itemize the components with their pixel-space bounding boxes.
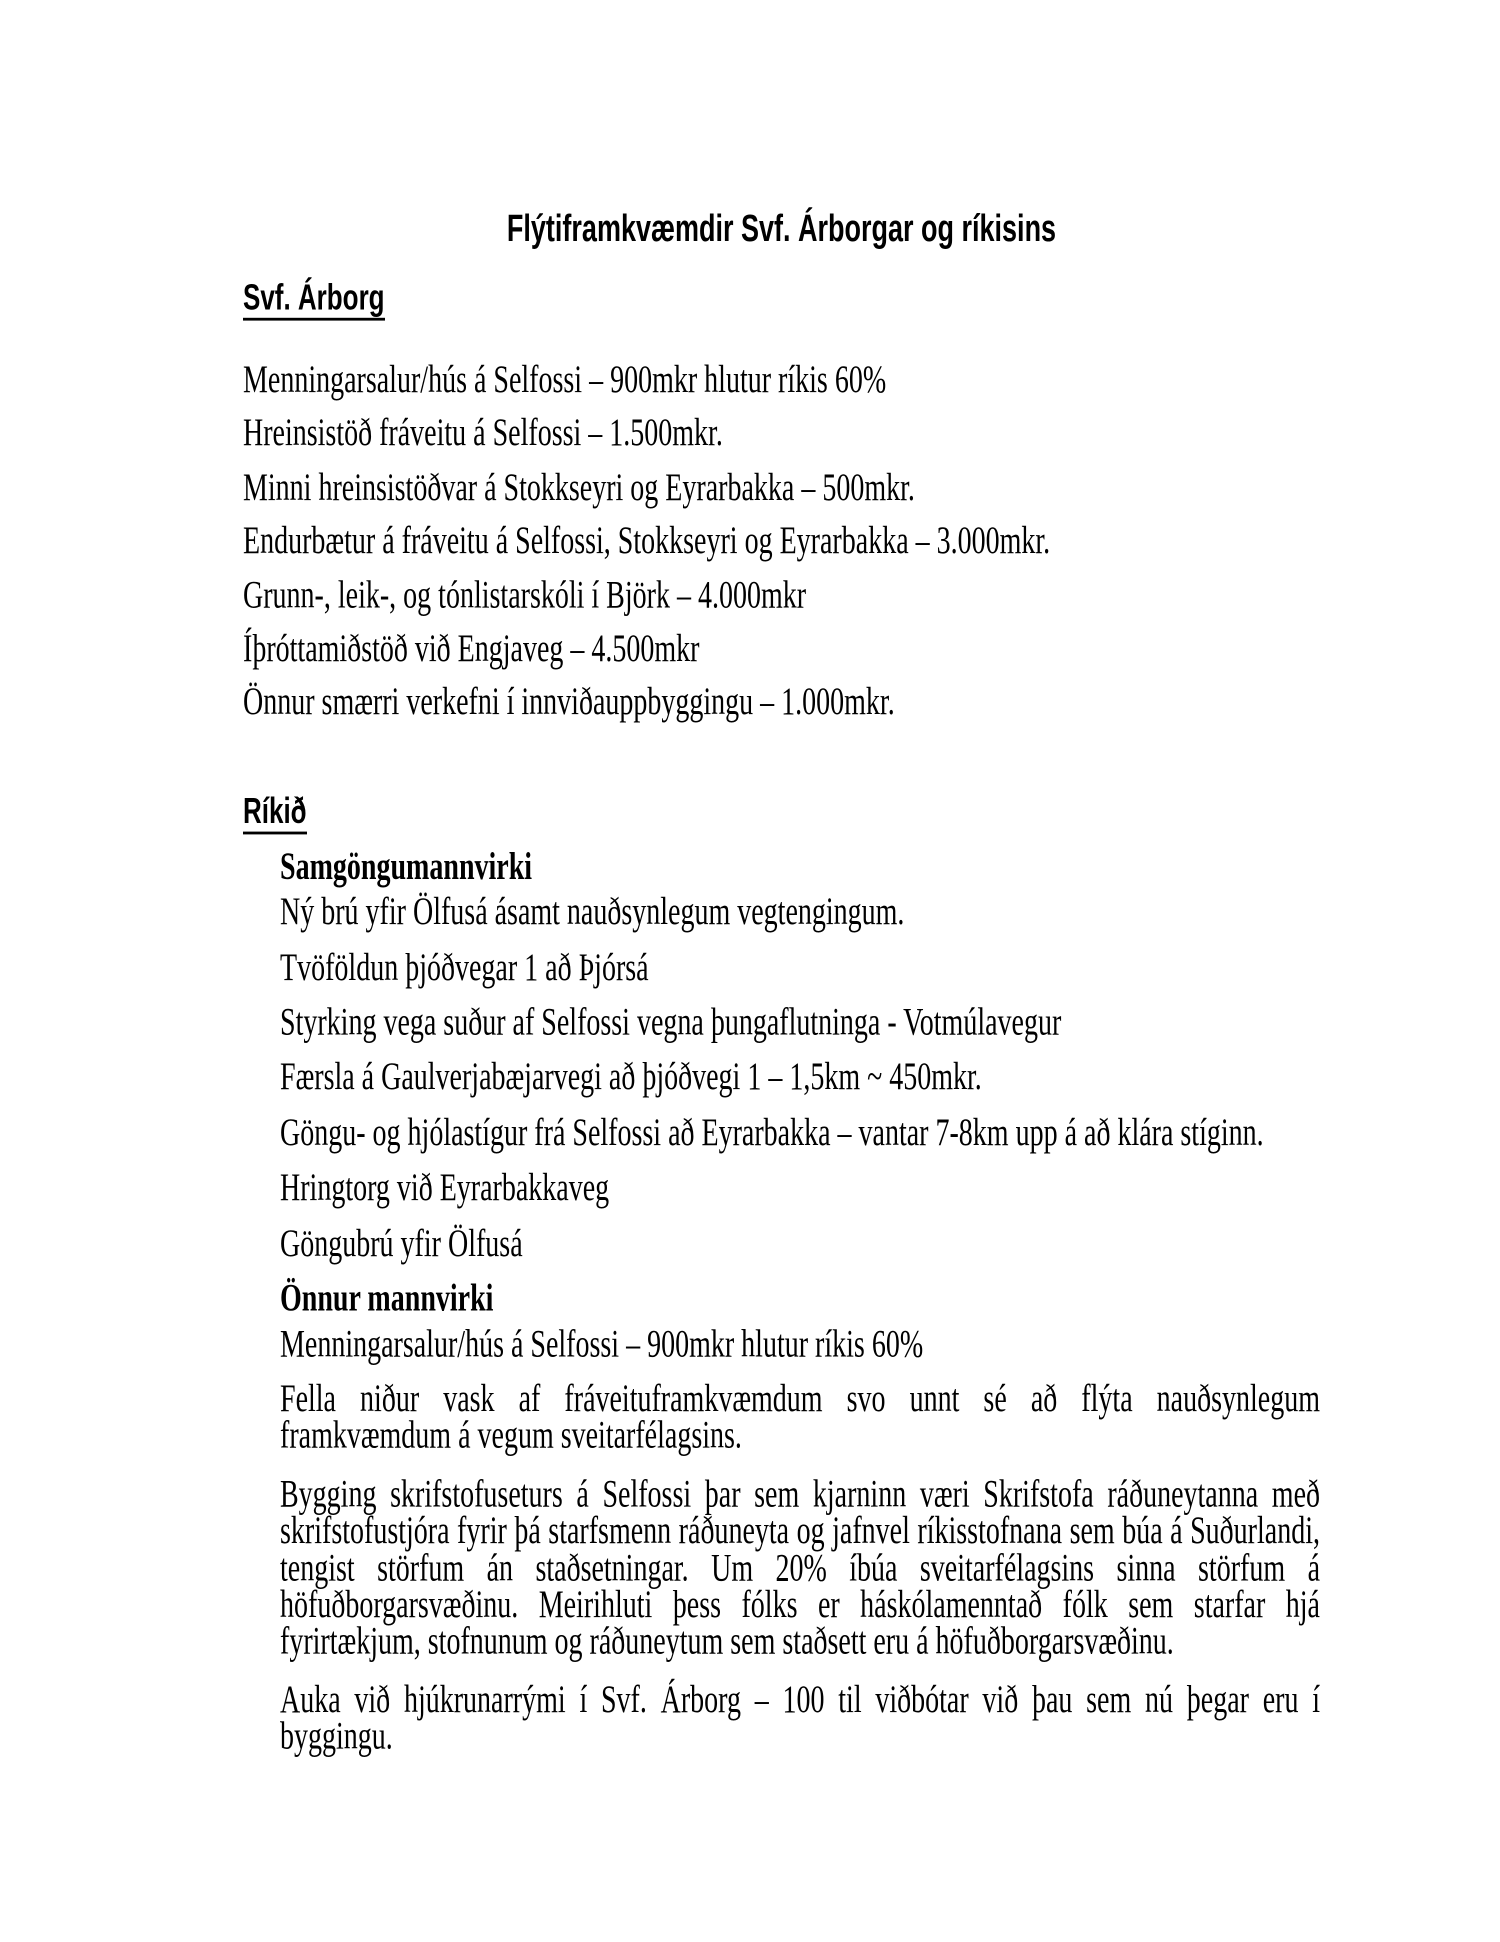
list-item: Grunn-, leik-, og tónlistarskóli í Björk – 4.000mkr xyxy=(243,573,807,617)
subsection-heading-samgongumannvirki: Samgöngumannvirki xyxy=(280,845,533,889)
section-rikid-content xyxy=(280,845,1320,1759)
paragraph: Bygging skrifstofuseturs á Selfossi þar sem kjarninn væri Skrifstofa ráðuneytanna með skrifstofustjóra fyrir þá starfsmenn ráðuneyta og jafnvel ríkisstofnana sem búa á Suðurlandi, tengist störfum án staðsetningar. Um 20% íbúa sveitarfélagsins sinna störfum á höfuðborgarsvæðinu. Meirihluti þess fólks er háskólamenntað fólk sem starfar hjá fyrirtækjum, stofnunum og ráðuneytum sem staðsett eru á höfuðborgarsvæðinu. xyxy=(280,1472,1320,1664)
list-item: Menningarsalur/hús á Selfossi – 900mkr hlutur ríkis 60% xyxy=(280,1322,924,1366)
list-item: Önnur smærri verkefni í innviðauppbyggingu – 1.000mkr. xyxy=(243,681,895,725)
list-item: Ný brú yfir Ölfusá ásamt nauðsynlegum vegtengingum. xyxy=(280,890,905,935)
list-item: Færsla á Gaulverjabæjarvegi að þjóðvegi 1 – 1,5km ~ 450mkr. xyxy=(280,1056,982,1100)
list-item: Göngubrú yfir Ölfusá xyxy=(280,1221,523,1266)
list-item: Endurbætur á fráveitu á Selfossi, Stokkseyri og Eyrarbakka – 3.000mkr. xyxy=(243,519,1051,564)
section-heading-svf-arborg: Svf. Árborg xyxy=(243,279,385,321)
list-item: Menningarsalur/hús á Selfossi – 900mkr hlutur ríkis 60% xyxy=(243,358,887,402)
document-body xyxy=(243,0,1320,1777)
list-item: Hringtorg við Eyrarbakkaveg xyxy=(280,1166,610,1210)
list-item: Göngu- og hjólastígur frá Selfossi að Eyrarbakka – vantar 7-8km upp á að klára stíginn. xyxy=(280,1111,1264,1155)
list-item: Tvöföldun þjóðvegar 1 að Þjórsá xyxy=(280,945,649,990)
paragraph: Fella niður vask af fráveituframkvæmdum svo unnt sé að flýta nauðsynlegum framkvæmdum á vegum sveitarfélagsins. xyxy=(280,1377,1320,1458)
list-item: Minni hreinsistöðvar á Stokkseyri og Eyrarbakka – 500mkr. xyxy=(243,465,915,510)
section-rikid xyxy=(243,789,1320,834)
section-svf-arborg xyxy=(243,275,1320,321)
document-title: Flýtiframkvæmdir Svf. Árborgar og ríkisins xyxy=(506,207,1057,250)
list-item: Styrking vega suður af Selfossi vegna þungaflutninga - Votmúlavegur xyxy=(280,1001,1062,1045)
paragraph: Auka við hjúkrunarrými í Svf. Árborg – 100 til viðbótar við þau sem nú þegar eru í byggingu. xyxy=(280,1678,1320,1759)
list-item: Íþróttamiðstöð við Engjaveg – 4.500mkr xyxy=(243,627,700,671)
list-item: Hreinsistöð fráveitu á Selfossi – 1.500mkr. xyxy=(243,412,723,456)
section-heading-rikid: Ríkið xyxy=(243,792,307,834)
subsection-heading-onnur-mannvirki: Önnur mannvirki xyxy=(280,1276,494,1321)
